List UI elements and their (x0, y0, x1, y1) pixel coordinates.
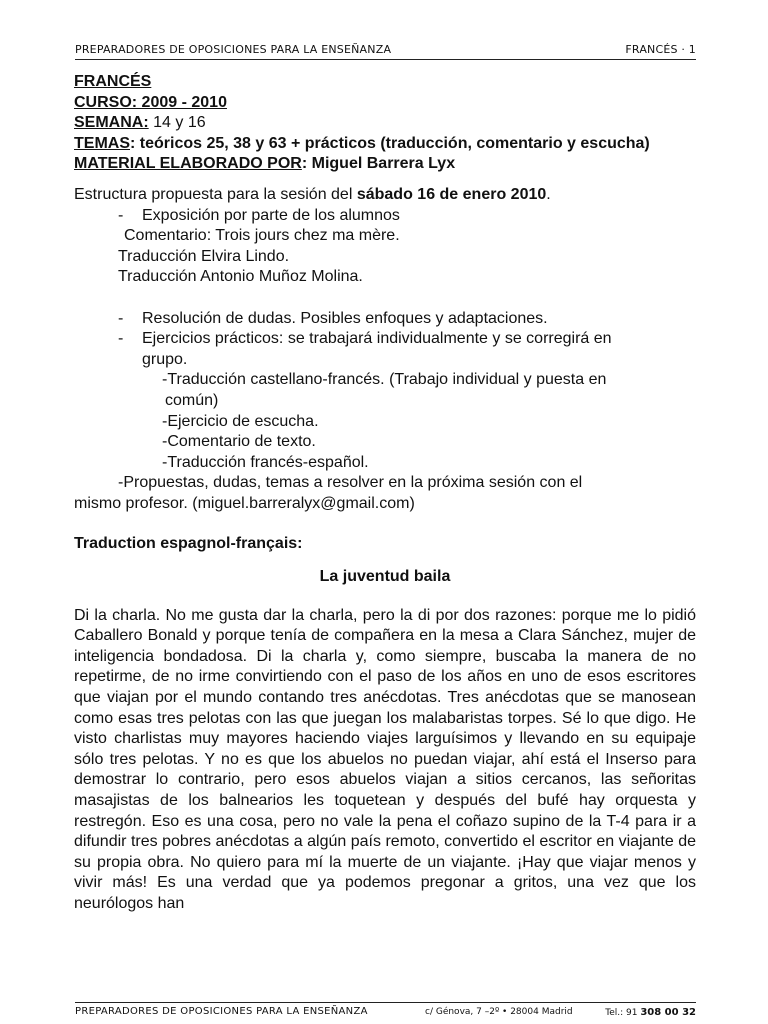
translation-section-title: Traduction espagnol-français: (74, 535, 303, 553)
header-organization: PREPARADORES DE OPOSICIONES PARA LA ENSEÑANZA (75, 43, 392, 56)
week-line (74, 113, 696, 134)
header-page-label: FRANCÉS · 1 (625, 43, 696, 56)
list-item-text: Resolución de dudas. Posibles enfoques y adaptaciones. (142, 309, 548, 327)
week-value: 14 y 16 (153, 114, 206, 132)
subject-heading: FRANCÉS (74, 73, 152, 90)
footer-phone-number: 308 00 32 (640, 1007, 696, 1018)
footer-address: c/ Génova, 7 –2º • 28004 Madrid (425, 1007, 573, 1017)
sub-item-castellano-frances-cont: común) (165, 391, 219, 409)
session-date: sábado 16 de enero 2010 (356, 185, 547, 203)
session-intro (74, 185, 696, 206)
sub-item-frances-espanol: -Traducción francés-español. (162, 453, 369, 471)
intro-text: Estructura propuesta para la sesión del (74, 185, 357, 203)
topics-label: TEMAS (74, 134, 130, 152)
sub-item-comentario-texto: -Comentario de texto. (162, 433, 316, 451)
author-line (74, 154, 696, 175)
footer-phone-label: Tel.: 91 (605, 1008, 641, 1018)
bullet-dash-icon: - (118, 309, 124, 327)
sub-item-traduccion-lindo: Traducción Elvira Lindo. (118, 247, 290, 265)
list-item-text: Exposición por parte de los alumnos (142, 206, 400, 224)
footer-phone (605, 1007, 696, 1018)
list-item-doubts (74, 309, 696, 330)
week-label: SEMANA: (74, 114, 149, 132)
sub-item-comentario: Comentario: Trois jours chez ma mère. (124, 227, 400, 245)
sub-item-traduccion-molina: Traducción Antonio Muñoz Molina. (118, 268, 363, 286)
running-header (75, 43, 696, 60)
bullet-dash-icon: - (118, 330, 124, 348)
bullet-dash-icon: - (118, 206, 124, 224)
list-item-text: Ejercicios prácticos: se trabajará individualmente y se corregirá en (142, 330, 612, 348)
topics-value: : teóricos 25, 38 y 63 + prácticos (traducción, comentario y escucha) (130, 134, 650, 152)
list-item-exercises-cont: grupo. (142, 350, 188, 368)
essay-paragraph: Di la charla. No me gusta dar la charla, pero la di por dos razones: porque me lo pidió Caballero Bonald y porque tenía de compañera en la mesa a Clara Sánchez, mujer de inteligencia bondadosa. Di la charla y, como siempre, buscaba la manera de no repetirme, de no irme convirtiendo con el paso de los años en uno de esos escritores que viajan por el mundo contando tres anécdotas. Tres anécdotas que se manosean como esas tres pelotas con las que juegan los malabaristas torpes. Sé lo que digo. He visto charlistas muy mayores haciendo viajes larguísimos y llevando en su equipaje sólo tres pelotas. Y no es que los abuelos no puedan viajar, ahí está el Inserso para demostrar lo contrario, pero esos abuelos viajan a sitios cercanos, las señoritas masajistas de los balnearios les toquetean y después del bufé hay orquesta y restregón. Eso es una cosa, pero no vale la pena el coñazo supino de la T-4 para ir a difundir tres pobres anécdotas a algún país remoto, convertido el escritor en viajante de su propia obra. No quiero para mí la muerte de un viajante. ¡Hay que viajar menos y vivir más! Es una verdad que ya podemos pregonar a gritos, una vez que los neurólogos han (74, 606, 696, 912)
spacer (74, 288, 696, 309)
sub-item-castellano-frances: -Traducción castellano-francés. (Trabajo individual y puesta en (162, 371, 607, 389)
proposals-line-cont: mismo profesor. (miguel.barreralyx@gmail.com) (74, 494, 415, 512)
proposals-line: -Propuestas, dudas, temas a resolver en la próxima sesión con el (118, 474, 583, 492)
topics-line (74, 134, 696, 155)
author-label: MATERIAL ELABORADO POR (74, 155, 302, 173)
author-value: : Miguel Barrera Lyx (301, 155, 456, 173)
course-info (74, 72, 696, 175)
footer-organization: PREPARADORES DE OPOSICIONES PARA LA ENSEÑANZA (75, 1006, 368, 1017)
document-body (74, 72, 696, 915)
running-footer (75, 1002, 696, 1019)
course-heading: CURSO: 2009 - 2010 (74, 93, 227, 111)
list-item-presentation (74, 206, 696, 227)
list-item-exercises (74, 329, 696, 350)
text-title: La juventud baila (319, 568, 451, 586)
intro-end: . (546, 185, 551, 203)
sub-item-escucha: -Ejercicio de escucha. (162, 412, 319, 430)
